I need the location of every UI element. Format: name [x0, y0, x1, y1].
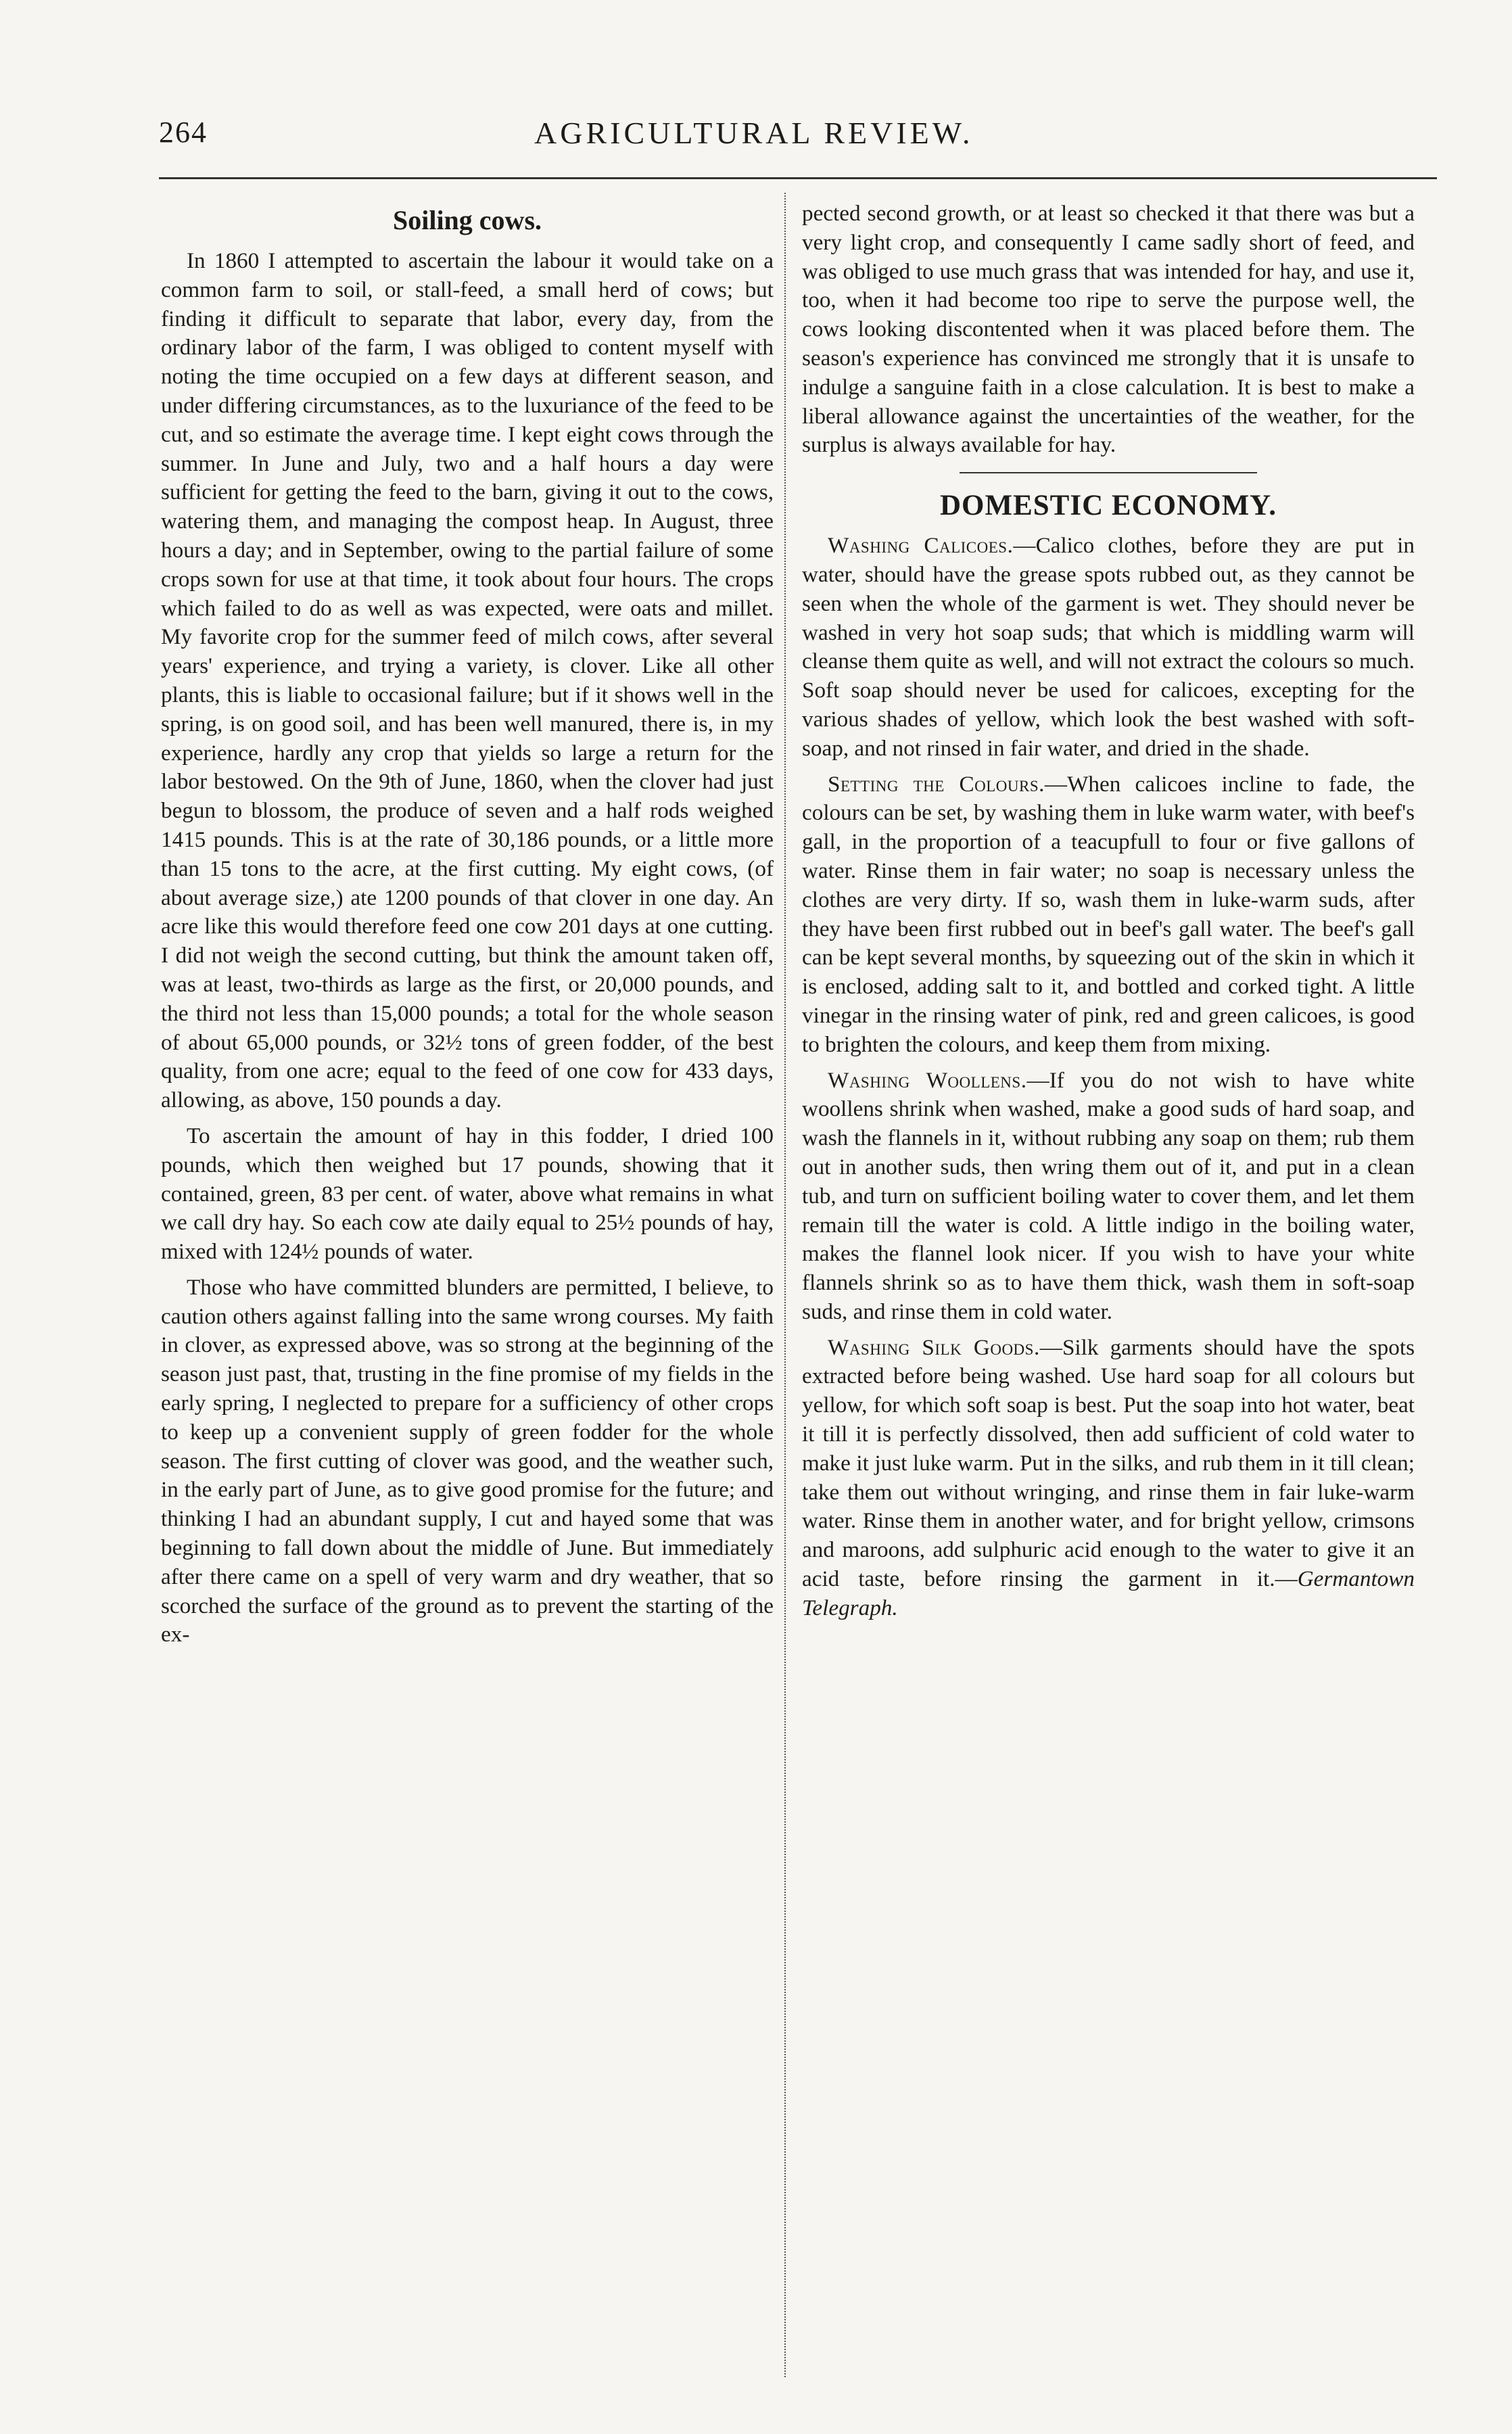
recipe-text: If you do not wish to have white woollens shrink when washed, make a good suds of hard soap, and wash the flannels in it, without rubbing any soap on them; rub them out in another suds, then wring them out of it, and put in a clean tub, and turn on sufficient boiling water to cover them, and let them remain till the water is cold. A little indigo in the boiling water, makes the flannel look nicer. If you wish to have your white flannels shrink so as to have them thick, wash them in soft-soap suds, and rinse them in cold water.: [802, 1067, 1415, 1324]
running-head: [159, 115, 1437, 162]
paragraph: In 1860 I attempted to ascertain the labour it would take on a common farm to soil, or stall-feed, a small herd of cows; but finding it difficult to separate that labor, every day, from the ordinary labor of the farm, I was obliged to content myself with noting the time occupied on a few days at different season, and under differing circumstances, as to the luxuriance of the feed to be cut, and so estimate the average time. I kept eight cows through the summer. In June and July, two and a half hours a day were sufficient for getting the feed to the barn, giving it out to the cows, watering them, and managing the compost heap. In August, three hours a day; and in September, owing to the partial failure of some crops sown for use at that time, it took about four hours. The crops which failed to do as well as was expected, were oats and millet. My favorite crop for the summer feed of milch cows, after several years' experience, and trying a variety, is clover. Like all other plants, this is liable to occasional failure; but if it shows well in the spring, is on good soil, and has been well manured, there is, in my experience, hardly any crop that yields so large a return for the labor bestowed. On the 9th of June, 1860, when the clover had just begun to blossom, the produce of seven and a half rods weighed 1415 pounds. This is at the rate of 30,186 pounds, or a little more than 15 tons to the acre, at the first cutting. My eight cows, (of about average size,) ate 1200 pounds of that clover in one day. An acre like this would therefore feed one cow 201 days at one cutting. I did not weigh the second cutting, but think the amount taken off, was at least, two-thirds as large as the first, or 20,000 pounds, and the third not less than 15,000 pounds; a total for the whole season of about 65,000 pounds, or 32½ tons of green fodder, of the best quality, from one acre; equal to the feed of one cow for 433 days, allowing, as above, 150 pounds a day.: [161, 248, 774, 1113]
journal-title: AGRICULTURAL REVIEW.: [534, 116, 974, 150]
recipe-setting-colours: Setting the Colours.—When calicoes incline to fade, the colours can be set, by washing them in luke warm water, with beef's gall, in the proportion of a teacupfull to four or five gallons of water. Rinse them in fair water; no soap is necessary unless the clothes are very dirty. If so, wash them in luke-warm suds, after they have been first rubbed out in beef's gall water. The beef's gall can be kept several months, by squeezing out of the skin in which it is enclosed, adding salt to it, and bottled and corked tight. A little vinegar in the rinsing water of pink, red and green calicoes, is good to brighten the colours, and keep them from mixing.: [802, 771, 1415, 1057]
recipe-text: Calico clothes, before they are put in water, should have the grease spots rubbed out, as they cannot be seen when the whole of the garment is wet. They should never be washed in very hot soap suds; that which is middling warm will cleanse them quite as well, and will not extract the colours so much. Soft soap should never be used for calicoes, excepting for the various shades of yellow, which look the best washed with soft-soap, and not rinsed in fair water, and dried in the shade.: [802, 533, 1415, 761]
column-divider: [784, 193, 786, 2377]
recipe-washing-silk-goods: Washing Silk Goods.—Silk garments should have the spots extracted before being washed. Use hard soap for all colours but yellow, for which soft soap is best. Put the soap into hot water, beat it till it is perfectly dissolved, then add sufficient of cold water to make it just luke warm. Put in the silks, and rub them in it till clean; take them out without wringing, and rinse them in fair luke-warm water. Rinse them in another water, and for bright yellow, crimsons and maroons, add sulphuric acid enough to the water to give it an acid taste, before rinsing the garment in it.—Germantown Telegraph.: [802, 1334, 1415, 1620]
source-credit: Germantown Telegraph.: [802, 1566, 1415, 1620]
section-rule: [960, 472, 1257, 473]
run-in-heading: Washing Calicoes.: [828, 533, 1014, 559]
paragraph: Those who have committed blunders are permitted, I believe, to caution others against falling into the same wrong courses. My faith in clover, as expressed above, was so strong at the beginning of the season just past, that, trusting in the fine promise of my fields in the early spring, I neglected to prepare for a sufficiency of other crops to keep up a convenient supply of green fodder for the whole season. The first cutting of clover was good, and the weather such, in the early part of June, as to give good promise for the future; and thinking I had an abundant supply, I cut and hayed some that was beginning to fall down about the middle of June. But immediately after there came on a spell of very warm and dry weather, that so scorched the surface of the ground as to prevent the starting of the ex-: [161, 1274, 774, 1647]
recipe-washing-woollens: Washing Woollens.—If you do not wish to have white woollens shrink when washed, make a good suds of hard soap, and wash the flannels in it, without rubbing any soap on them; rub them out in another suds, then wring them out of it, and put in a clean tub, and turn on sufficient boiling water to cover them, and let them remain till the water is cold. A little indigo in the boiling water, makes the flannel look nicer. If you wish to have your white flannels shrink so as to have them thick, wash them in soft-soap suds, and rinse them in cold water.: [802, 1067, 1415, 1324]
left-column: [161, 200, 774, 2391]
right-column: [802, 200, 1415, 2391]
recipe-text: Silk garments should have the spots extracted before being washed. Use hard soap for all colours but yellow, for which soft soap is best. Put the soap into hot water, beat it till it is perfectly dissolved, then add sufficient of cold water to make it just luke warm. Put in the silks, and rub them in it till clean; take them out without wringing, and rinse them in fair luke-warm water. Rinse them in another water, and for bright yellow, crimsons and maroons, add sulphuric acid enough to the water to give it an acid taste, before rinsing the garment in it.: [802, 1334, 1415, 1592]
article-title-soiling-cows: Soiling cows.: [392, 205, 542, 235]
paragraph: To ascertain the amount of hay in this fodder, I dried 100 pounds, which then weighed but 17 pounds, showing that it contained, green, 83 per cent. of water, above what remains in what we call dry hay. So each cow ate daily equal to 25½ pounds of hay, mixed with 124½ pounds of water.: [161, 1123, 774, 1265]
recipe-washing-calicoes: Washing Calicoes.—Calico clothes, before they are put in water, should have the grease spots rubbed out, as they cannot be seen when the whole of the garment is wet. They should never be washed in very hot soap suds; that which is middling warm will cleanse them quite as well, and will not extract the colours so much. Soft soap should never be used for calicoes, excepting for the various shades of yellow, which look the best washed with soft-soap, and not rinsed in fair water, and dried in the shade.: [802, 533, 1415, 761]
run-in-heading: Washing Woollens.: [828, 1067, 1027, 1093]
section-title-domestic-economy: DOMESTIC ECONOMY.: [939, 490, 1277, 522]
run-in-heading: Setting the Colours.: [828, 771, 1045, 797]
page-number: 264: [159, 116, 208, 149]
recipe-text: When calicoes incline to fade, the colours can be set, by washing them in luke warm water, with beef's gall, in the proportion of a teacupfull to four or five gallons of water. Rinse them in fair water; no soap is necessary unless the clothes are very dirty. If so, wash them in luke-warm suds, after they have been first rubbed out in beef's gall water. The beef's gall can be kept several months, by squeezing out of the skin in which it is enclosed, adding salt to it, and bottled and corked tight. A little vinegar in the rinsing water of pink, red and green calicoes, is good to brighten the colours, and keep them from mixing.: [802, 771, 1415, 1057]
run-in-heading: Washing Silk Goods.: [828, 1334, 1040, 1360]
header-rule: [159, 177, 1437, 179]
paragraph-continuation: pected second growth, or at least so checked it that there was but a very light crop, and consequently I came sadly short of feed, and was obliged to use much grass that was intended for hay, and use it, too, when it had become too ripe to serve the purpose well, the cows looking discontented when it was placed before them. The season's experience has convinced me strongly that it is unsafe to indulge a sanguine faith in a close calculation. It is best to make a liberal allowance against the uncertainties of the weather, for the surplus is always available for hay.: [802, 201, 1415, 458]
